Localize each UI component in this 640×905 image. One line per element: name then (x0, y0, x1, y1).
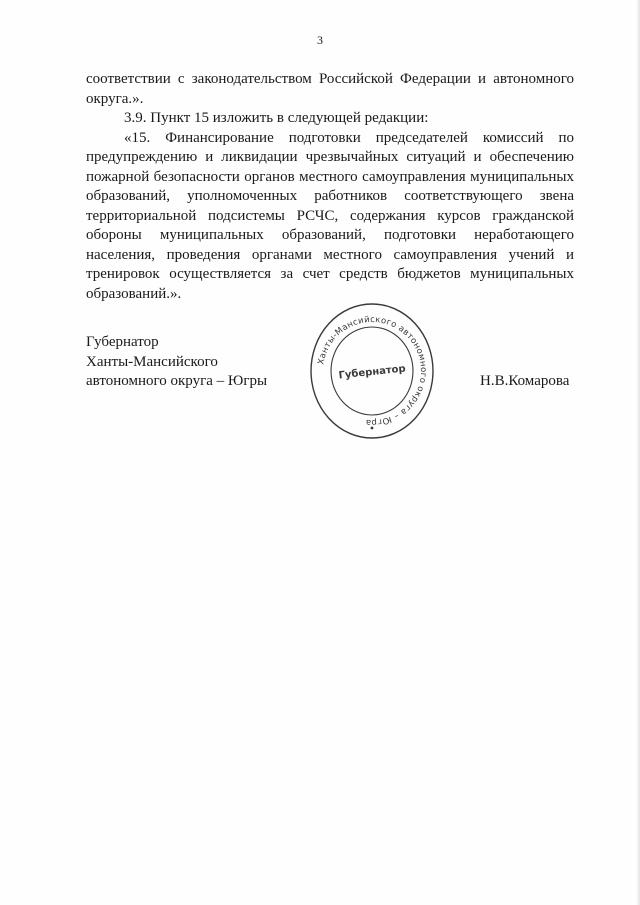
paragraph-item-15 (86, 129, 574, 305)
text-line: территориальной подсистемы РСЧС, содержания курсов гражданской (86, 207, 574, 224)
paragraph-clause-3-9 (86, 109, 574, 129)
page-number: 3 (317, 33, 323, 47)
text-line: предупреждению и ликвидации чрезвычайных ситуаций и обеспечению (86, 149, 574, 165)
paragraph-continuation (86, 70, 574, 109)
seal-ring-text: Ханты-Мансийского автономного округа – Югра (316, 314, 429, 428)
seal-stamp-icon (310, 301, 434, 441)
signature-title-line: Ханты-Мансийского (86, 353, 218, 370)
text-line: 3.9. Пункт 15 изложить в следующей редакции: (124, 110, 429, 126)
text-line: обороны муниципальных образований, подготовки неработающего (86, 227, 574, 243)
signature-title (86, 333, 267, 392)
text-line: «15. Финансирование подготовки председателей комиссий по (124, 129, 574, 146)
seal-dot (371, 427, 374, 430)
body-text (86, 70, 574, 304)
signature-title-line: Губернатор (86, 334, 159, 350)
signer-name: Н.В.Комарова (480, 373, 570, 389)
text-line: тренировок осуществляется за счет средств бюджетов муниципальных (86, 266, 574, 282)
text-line: образований, уполномоченных работников соответствующего звена (86, 188, 574, 204)
official-seal (310, 301, 434, 441)
text-line: соответствии с законодательством Российской Федерации и автономного (86, 71, 574, 87)
text-line: образований.». (86, 285, 182, 302)
seal-center-text: Губернатор (338, 363, 407, 382)
text-line: населения, проведения органами местного самоуправления учений и (86, 246, 574, 263)
page-edge-shadow (636, 0, 640, 905)
text-line: пожарной безопасности органов местного самоуправления муниципальных (86, 168, 574, 185)
signature-title-line: автономного округа – Югры (86, 373, 268, 389)
text-line: округа.». (86, 90, 144, 107)
